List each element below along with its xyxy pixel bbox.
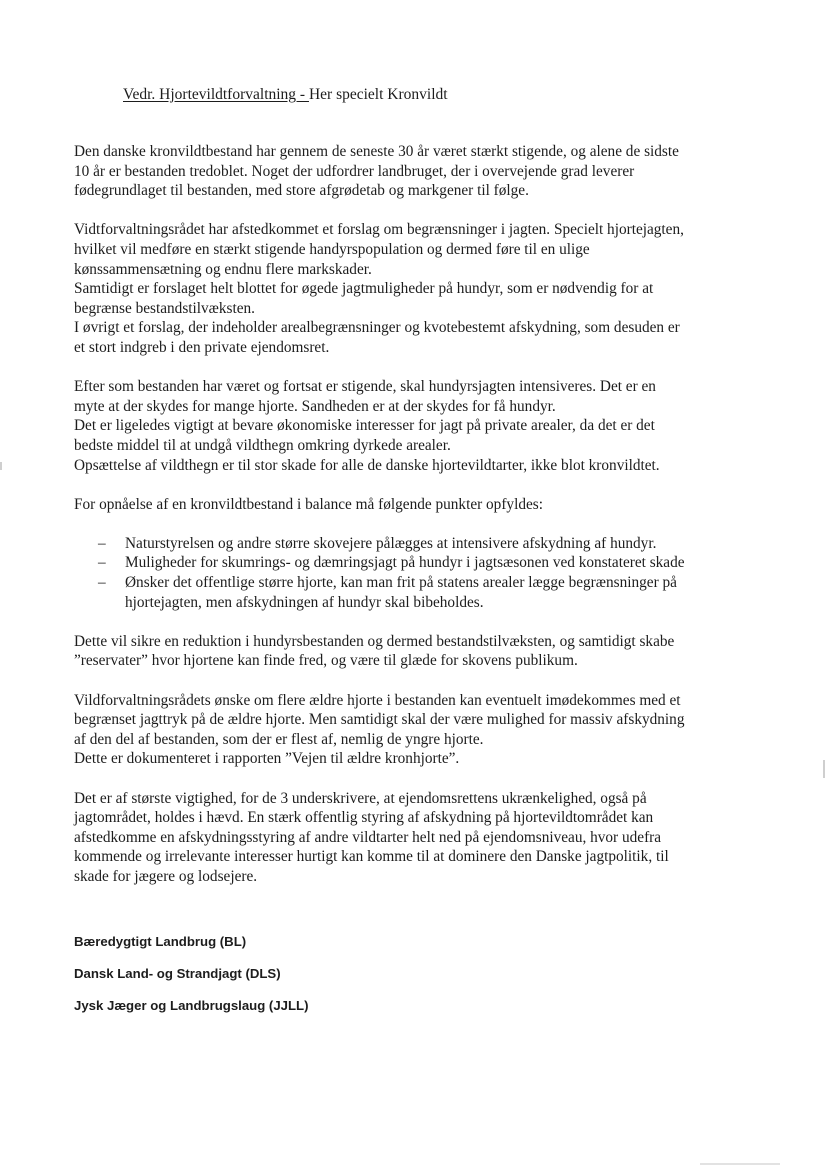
bullet-item [74, 573, 774, 612]
paragraph-line: Dette er dokumenteret i rapporten ”Vejen til ældre kronhjorte”. [74, 750, 460, 768]
bullet-line: Ønsker det offentlige større hjorte, kan man frit på statens arealer lægge begrænsninger på [125, 574, 677, 592]
signatory-name: Jysk Jæger og Landbrugslaug (JJLL) [74, 998, 309, 1013]
paragraphs-after-list [74, 632, 774, 887]
paragraph-line: 10 år er bestanden tredoblet. Noget der udfordrer landbruget, der i overvejende grad leverer [74, 162, 635, 180]
subject-rest: Her specielt Kronvildt [308, 86, 448, 103]
bullet-line: Naturstyrelsen og andre større skovejere pålægges at intensivere afskydning af hundyr. [125, 534, 657, 552]
requirements-list [74, 534, 774, 612]
paragraph-line: myte at der skydes for mange hjorte. Sandheden er at der skydes for få hundyr. [74, 397, 556, 415]
paragraph-line: Samtidigt er forslaget helt blottet for øgede jagtmuligheder på hundyr, som er nødvendig for at [74, 280, 654, 298]
bullet-dash: – [98, 534, 106, 552]
subject-line [123, 85, 448, 105]
paragraph-line: For opnåelse af en kronvildtbestand i balance må følgende punkter opfyldes: [74, 495, 543, 513]
bullet-line: hjortejagten, men afskydningen af hundyr skal bibeholdes. [125, 593, 484, 611]
paragraph-line: begrænse bestandstilvæksten. [74, 299, 255, 317]
paragraph-line: skade for jægere og lodsejere. [74, 867, 258, 885]
letter-body [74, 142, 774, 906]
paragraph-line: et stort indgreb i den private ejendomsret. [74, 338, 330, 356]
paragraph-line: Vidtforvaltningsrådet har afstedkommet et forslag om begrænsninger i jagten. Specielt hjortejagten, [74, 221, 684, 239]
bullet-item [74, 553, 774, 573]
paragraph-line: kommende og irrelevante interesser hurtigt kan komme til at dominere den Danske jagtpolitik, til [74, 848, 669, 866]
paragraph [74, 691, 774, 769]
paragraph-line: afstedkomme en afskydningsstyring af andre vildtarter helt ned på ejendomsniveau, hvor udefra [74, 828, 662, 846]
bullet-dash: – [98, 554, 106, 572]
paragraph-line: ”reservater” hvor hjortene kan finde fred, og være til glæde for skovens publikum. [74, 652, 578, 670]
signatory-name: Bæredygtigt Landbrug (BL) [74, 934, 247, 949]
signatories [74, 933, 309, 1029]
paragraph-line: hvilket vil medføre en stærkt stigende handyrspopulation og dermed føre til en ulige [74, 240, 590, 258]
paragraph-line: Opsættelse af vildthegn er til stor skade for alle de danske hjortevildtarter, ikke blot kronvildtet. [74, 456, 660, 474]
bullet-item [74, 534, 774, 554]
paragraph-line: Den danske kronvildtbestand har gennem de seneste 30 år været stærkt stigende, og alene de sidste [74, 143, 679, 160]
paragraph-line: jagtområdet, holdes i hævd. En stærk offentlig styring af afskydning på hjortevildtområdet kan [74, 809, 654, 827]
paragraph-line: Dette vil sikre en reduktion i hundyrsbestanden og dermed bestandstilvæksten, og samtidigt skabe [74, 632, 675, 650]
paragraphs-before-list [74, 142, 774, 514]
paragraph [74, 495, 774, 515]
paragraph [74, 377, 774, 475]
paragraph-line: fødegrundlaget til bestanden, med store afgrødetab og markgener til følge. [74, 182, 529, 200]
paragraph-line: Efter som bestanden har været og fortsat er stigende, skal hundyrsjagten intensiveres. Det er en [74, 378, 656, 396]
paragraph-line: af den del af bestanden, som der er flest af, nemlig de yngre hjorte. [74, 730, 484, 748]
paragraph [74, 632, 774, 671]
subject-underlined: Vedr. Hjortevildtforvaltning - [123, 86, 309, 103]
paragraph-line: kønssammensætning og endnu flere markskader. [74, 260, 372, 278]
paragraph [74, 789, 774, 887]
paragraph [74, 220, 774, 357]
paragraph-line: Det er af største vigtighed, for de 3 underskrivere, at ejendomsrettens ukrænkelighed, også på [74, 789, 647, 807]
paragraph-line: bedste middel til at undgå vildthegn omkring dyrkede arealer. [74, 436, 451, 454]
bullet-dash: – [98, 574, 106, 592]
scan-bottom-mark [700, 1163, 780, 1165]
bullet-line: Muligheder for skumrings- og dæmringsjagt på hundyr i jagtsæsonen ved konstateret skade [125, 554, 685, 572]
paragraph-line: Vildforvaltningsrådets ønske om flere ældre hjorte i bestanden kan eventuelt imødekommes med et [74, 691, 681, 709]
paragraph-line: I øvrigt et forslag, der indeholder arealbegrænsninger og kvotebestemt afskydning, som desuden er [74, 319, 680, 337]
scan-edge-mark [0, 462, 2, 470]
paragraph-line: begrænset jagttryk på de ældre hjorte. Men samtidigt skal der være mulighed for massiv afskydning [74, 711, 685, 729]
signatory-name: Dansk Land- og Strandjagt (DLS) [74, 966, 281, 981]
paragraph-line: Det er ligeledes vigtigt at bevare økonomiske interesser for jagt på private arealer, da det er det [74, 417, 655, 435]
paragraph [74, 142, 774, 201]
scan-edge-mark [823, 760, 825, 778]
